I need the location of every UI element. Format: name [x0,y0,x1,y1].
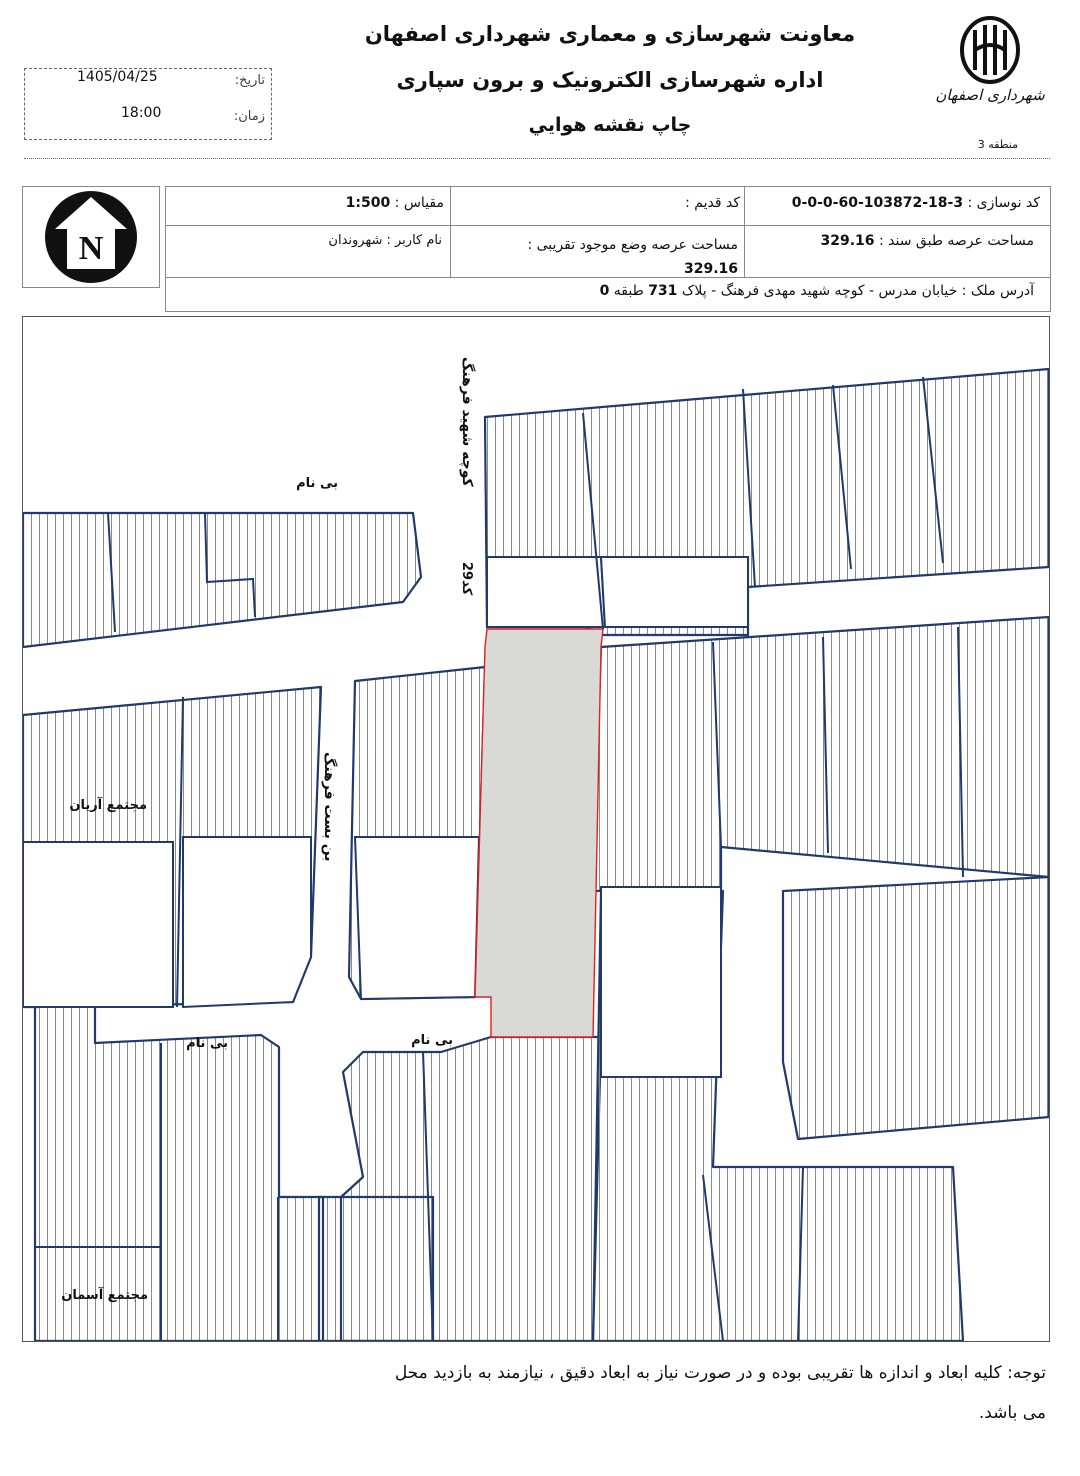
existing-area-label: مساحت عرصه وضع موجود تقریبی : [527,237,738,253]
date-time-box [24,68,272,140]
north-arrow-icon [23,187,159,287]
label-dead-end: بن بست فرهنگ [321,752,337,862]
address-value: خیابان مدرس - کوچه شهید مهدی فرهنگ - پلاک [681,283,958,299]
label-nameless-2: بی نام [186,1036,228,1051]
new-code-value: 3-18-103872-60-0-0-0 [791,195,964,211]
deed-area-cell [764,233,1034,249]
old-code-cell [460,195,740,211]
existing-area-cell [458,233,738,281]
header-divider [24,158,1050,159]
scale-value: 1:500 [345,195,391,211]
old-code-label: کد قدیم : [685,195,740,211]
footer-note-line-1: توجه: کلیه ابعاد و اندازه ها تقریبی بوده و در صورت نیاز به ابعاد دقیق ، نیازمند به بازدید محل [394,1363,1046,1383]
header-title-1: معاونت شهرسازی و معماری شهرداری اصفهان [364,22,856,46]
label-complex-1: مجتمع آریان [69,798,147,813]
time-value: 18:00 [121,105,162,121]
block-right-inner [783,877,1049,1139]
aerial-map[interactable] [22,316,1050,1342]
header-title-3: چاپ نقشه هوايي [528,114,692,136]
scale-cell [174,195,444,211]
footer-note-line-2: می باشد. [978,1403,1046,1423]
north-letter: N [78,230,104,267]
header-title-2: اداره شهرسازی الکترونیک و برون سپاری [396,68,824,92]
address-label: آدرس ملک : [961,283,1034,299]
new-code-label: کد نوسازی : [967,195,1040,211]
region-label: منطقه 3 [977,138,1018,151]
user-label: نام کاربر : [386,233,442,248]
new-code-cell [760,195,1040,211]
user-cell [172,233,442,248]
info-table [165,186,1051,312]
floor-value: 0 [599,283,610,299]
user-value: شهروندان [328,233,383,248]
scale-label: مقیاس : [394,195,444,211]
block-bottom-middle [319,1197,433,1341]
deed-area-label: مساحت عرصه طبق سند : [879,233,1034,249]
subject-parcel[interactable] [475,629,603,1037]
block-center-right [593,617,1049,891]
deed-area-value: 329.16 [820,233,875,249]
label-nameless-3: بی نام [411,1033,453,1048]
label-nameless-1: بی نام [296,476,338,491]
logo-caption: شهرداری اصفهان [935,86,1045,104]
block-top-left [23,513,421,647]
north-arrow-box [22,186,160,288]
floor-label: طبقه [613,283,644,299]
date-label: تاریخ: [234,73,265,88]
time-label: زمان: [233,109,265,124]
label-complex-2: مجتمع آسمان [61,1288,148,1303]
address-cell [184,283,1034,299]
plaque-value: 731 [648,283,678,299]
label-street-name: کوچه شهید فرهنگ [459,357,475,487]
existing-area-value: 329.16 [683,261,738,277]
label-alley-code: کد29 [459,562,474,596]
date-value: 1405/04/25 [77,69,158,85]
